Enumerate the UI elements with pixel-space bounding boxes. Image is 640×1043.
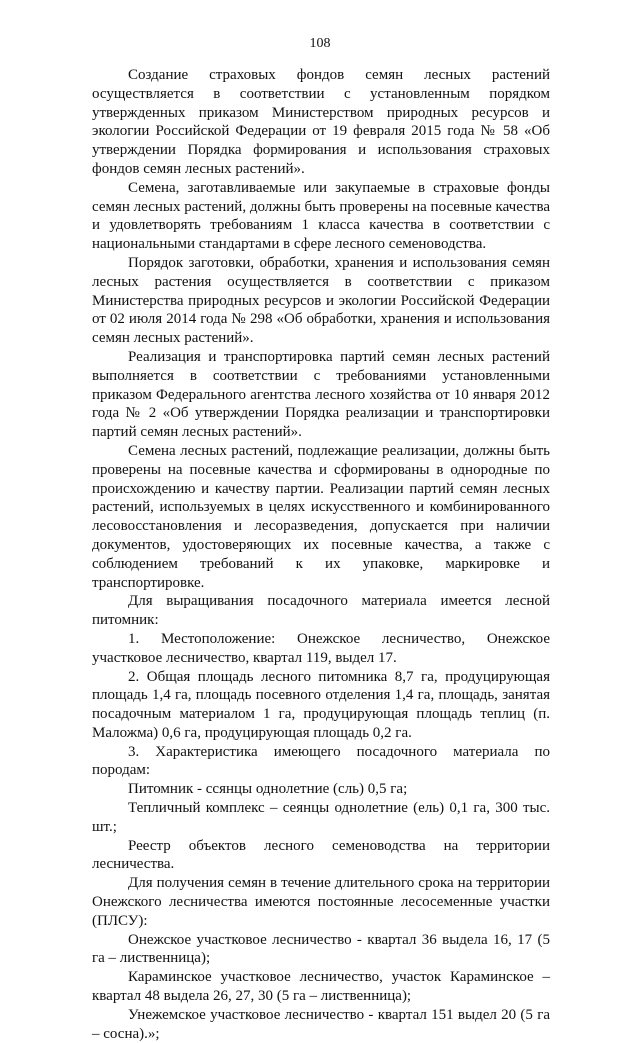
paragraph-onega-plot: Онежское участковое лесничество - квартал 36 выдела 16, 17 (5 га – лиственница); — [92, 931, 550, 967]
paragraph-unezhma-plot: Унежемское участковое лесничество - квартал 151 выдел 20 (5 га – сосна).»; — [92, 1006, 550, 1042]
paragraph-seed-processing: Порядок заготовки, обработки, хранения и использования семян лесных растения осуществляется в соответствии с приказом Министерства природных ресурсов и экологии Российской Федерации от 02 июля 2014 года № 298 «Об обработки, хранения и использования семян лесных растений». — [92, 254, 550, 347]
paragraph-nursery-location: 1. Местоположение: Онежское лесничество, Онежское участковое лесничество, квартал 119, выдел 17. — [92, 630, 550, 666]
paragraph-seed-sale: Семена лесных растений, подлежащие реализации, должны быть проверены на посевные качества и сформированы в однородные по происхождению и качеству партии. Реализации партий семян лесных растений, используемых в целях искусственного и комбинированного лесовосстановления и лесоразведения, допускается при наличии документов, удостоверяющих их посевные качества, а также с соблюдением требований к их упаковке, маркировке и транспортировке. — [92, 442, 550, 591]
paragraph-registry: Реестр объектов лесного семеноводства на территории лесничества. — [92, 837, 550, 873]
paragraph-nursery-seedlings: Питомник - ссянцы однолетние (сль) 0,5 га; — [128, 781, 408, 798]
paragraph-insurance-funds: Создание страховых фондов семян лесных растений осуществляется в соответствии с установленным порядком утвержденных приказом Министерством природных ресурсов и экологии Российской Федерации от 19 февраля 2015 года № 58 «Об утверждении Порядка формирования и использования страховых фондов семян лесных растений». — [92, 67, 550, 177]
paragraph-seed-transport: Реализация и транспортировка партий семян лесных растений выполняется в соответствии с требованиями установленными приказом Федерального агентства лесного хозяйства от 10 января 2012 года № 2 «Об утверждении Порядка реализации и транспортировки партий семян лесных растений». — [92, 348, 550, 441]
paragraph-nursery-intro: Для выращивания посадочного материала имеется лесной питомник: — [92, 593, 550, 629]
document-body — [92, 66, 550, 1043]
page-number: 108 — [309, 36, 331, 51]
paragraph-seed-quality: Семена, заготавливаемые или закупаемые в страховые фонды семян лесных растений, должны быть проверены на посевные качества и удовлетворять требованиям 1 класса качества в соответствии с национальными стандартами в сфере лесного семеноводства. — [92, 179, 550, 253]
paragraph-karaminskoe-plot: Караминское участковое лесничество, участок Караминское – квартал 48 выдела 26, 27, 30 (5 га – лиственница); — [92, 969, 550, 1005]
paragraph-seed-plots: Для получения семян в течение длительного срока на территории Онежского лесничества имеются постоянные лесосеменные участки (ПЛСУ): — [92, 875, 550, 929]
paragraph-greenhouse: Тепличный комплекс – сеянцы однолетние (ель) 0,1 га, 300 тыс. шт.; — [92, 800, 550, 835]
paragraph-nursery-area: 2. Общая площадь лесного питомника 8,7 га, продуцирующая площадь 1,4 га, площадь посевного отделения 1,4 га, площадь, занятая посадочным материалом 1 га, продуцирующая площадь теплиц (п. Маложма) 0,6 га, продуцирующая площадь 0,2 га. — [92, 668, 550, 741]
paragraph-planting-material: 3. Характеристика имеющего посадочного материала по породам: — [92, 743, 550, 779]
